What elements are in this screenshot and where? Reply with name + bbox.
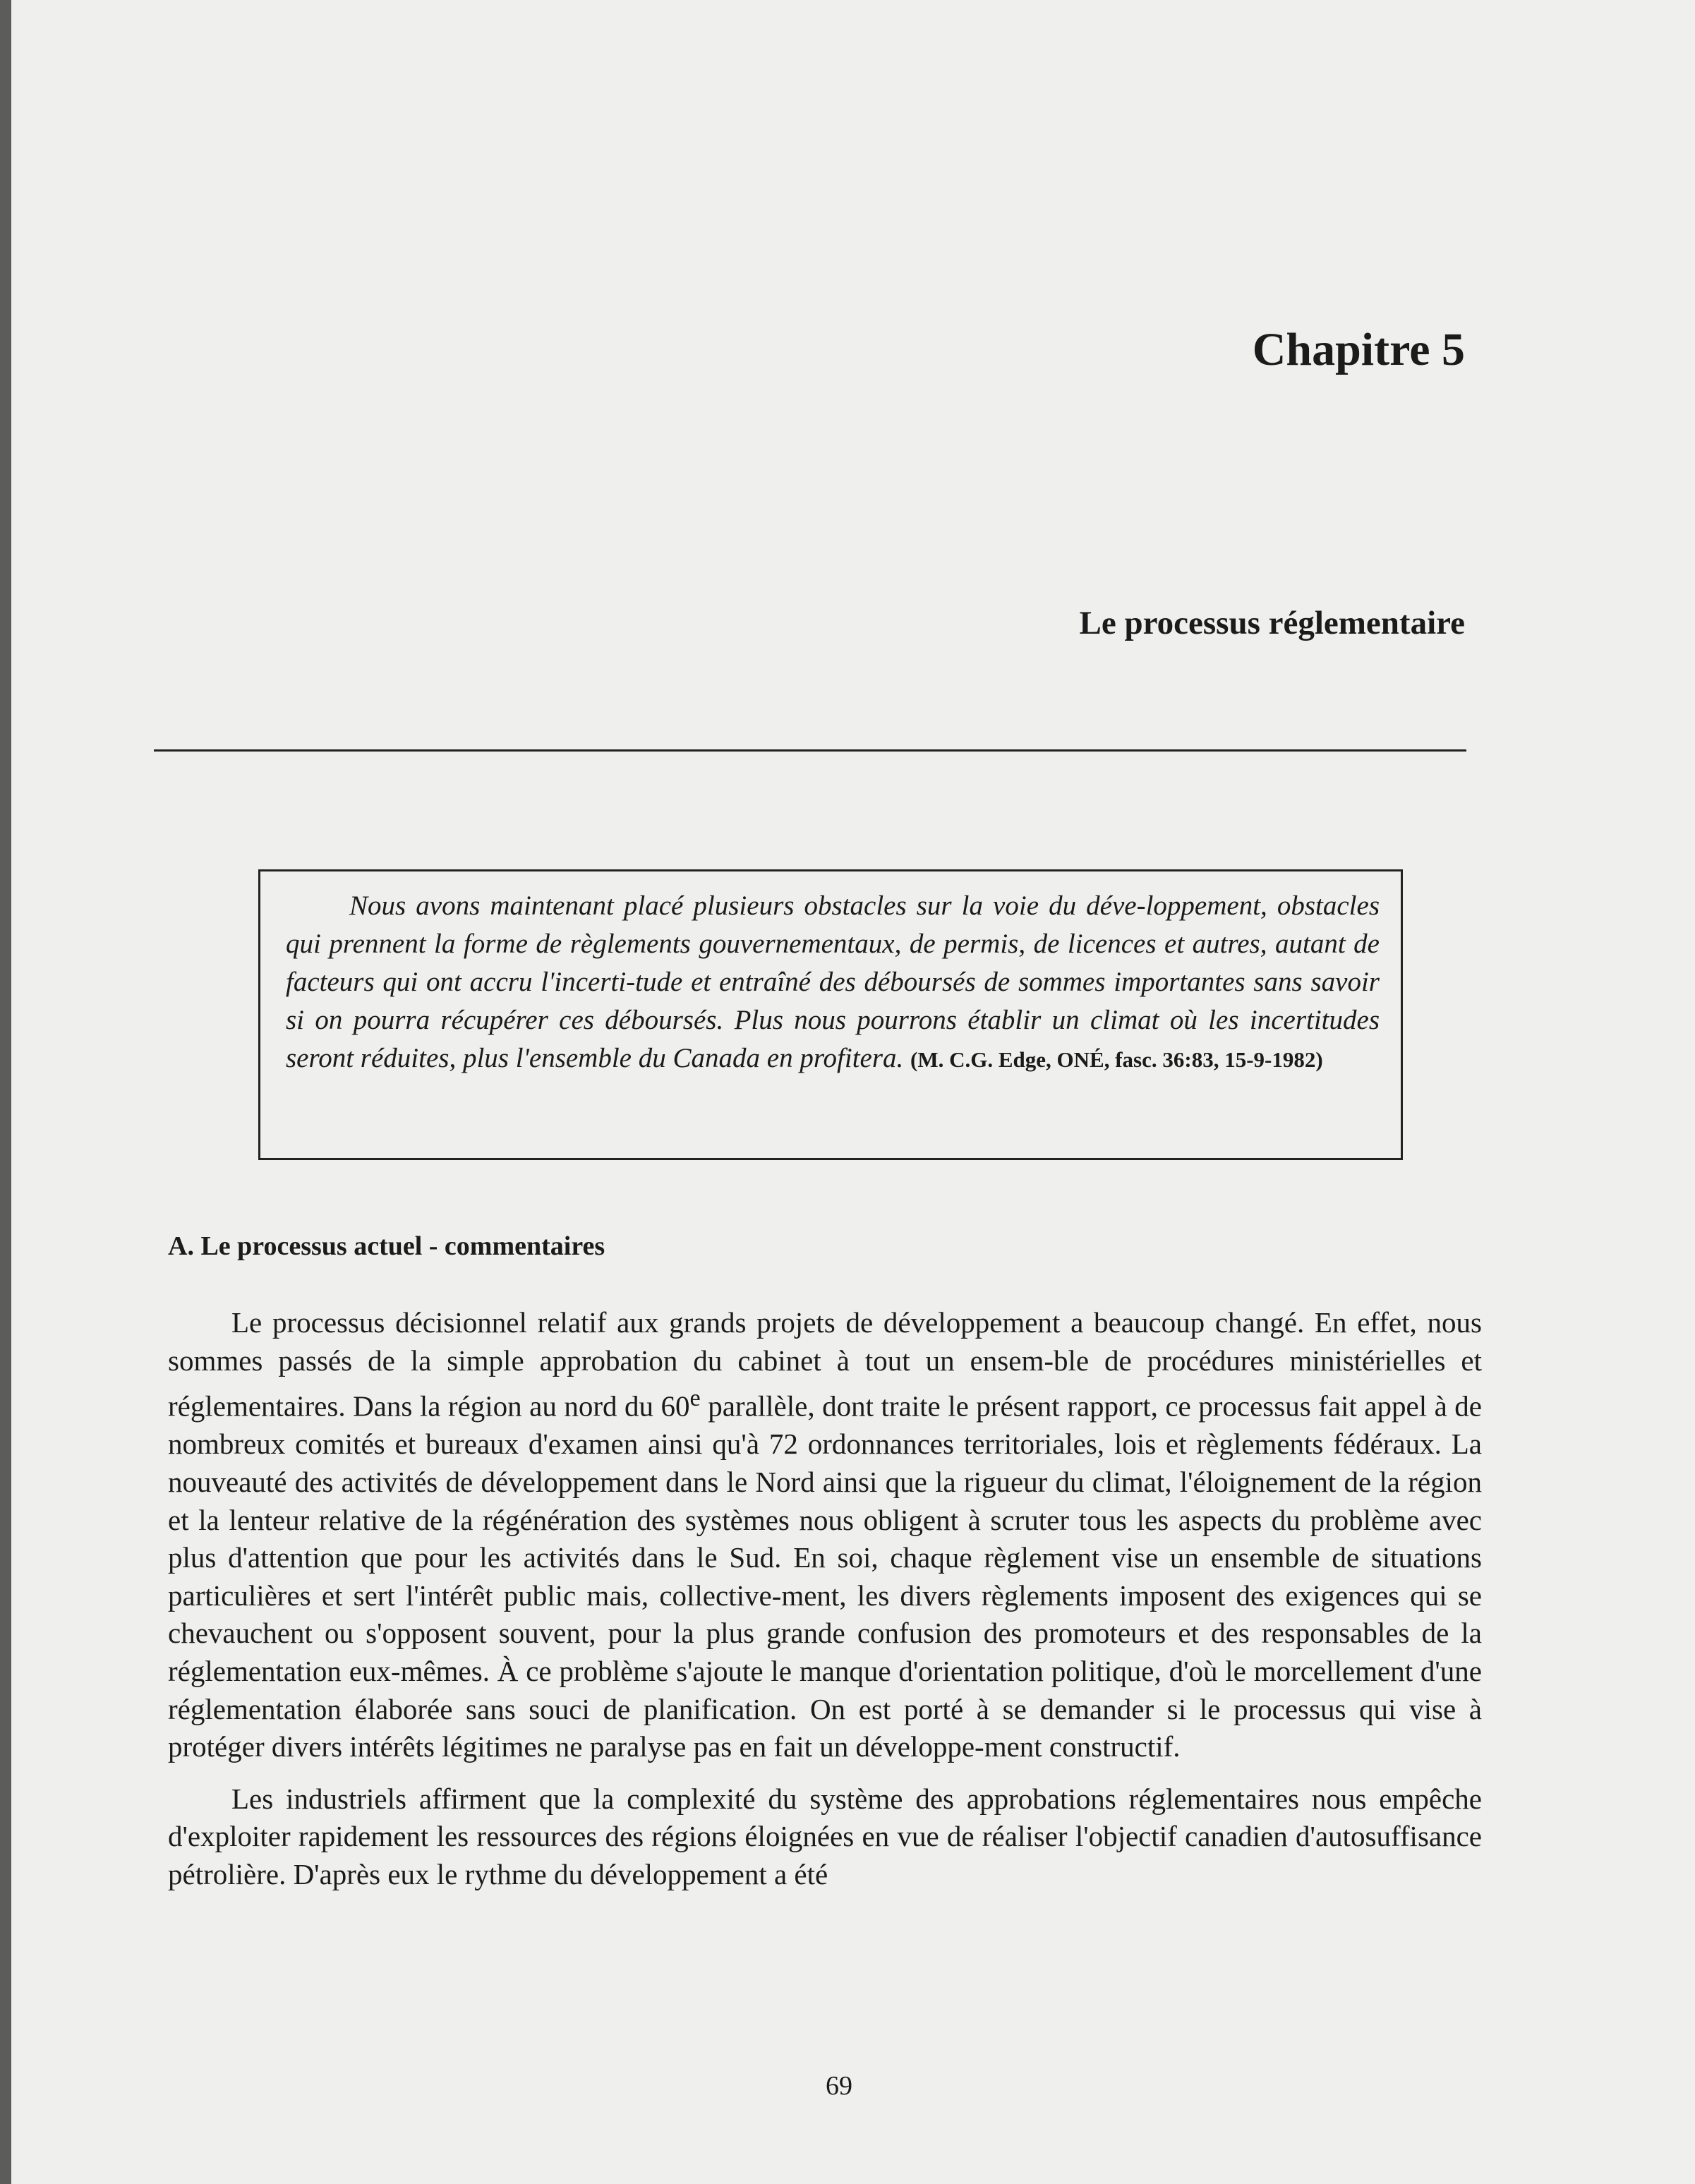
- quote-citation: (M. C.G. Edge, ONÉ, fasc. 36:83, 15-9-1982): [910, 1047, 1323, 1072]
- quote-text: Nous avons maintenant placé plusieurs obstacles sur la voie du déve-loppement, obstacles qui prennent la forme de règlements gouvernementaux, de permis, de licences et autres, autant de facteurs qui ont accru l'incerti-tude et entraîné des déboursés de sommes importantes sans savoir si on pourra récupérer ces déboursés. Plus nous pourrons établir un climat où les incertitudes seront réduites, plus l'ensemble du Canada en profitera.: [286, 891, 1380, 1073]
- paragraph-2: Les industriels affirment que la complexité du système des approbations réglementaires nous empêche d'exploiter rapidement les ressources des régions éloignées en vue de réaliser l'objectif canadien d'autosuffisance pétrolière. D'après eux le rythme du développement a été: [168, 1782, 1482, 1890]
- paragraph-1-end: parallèle, dont traite le présent rapport, ce processus fait appel à de nombreux comités et bureaux d'examen ainsi qu'à 72 ordonnances territoriales, lois et règlements fédéraux. La nouveauté des activités de développement dans le Nord ainsi que la rigueur du climat, l'éloignement de la région et la lenteur relative de la régénération des systèmes nous obligent à scruter tous les aspects du problème avec plus d'attention que pour les activités dans le Sud. En soi, chaque règlement vise un ensemble de situations particulières et sert l'intérêt public mais, collective-ment, les divers règlements imposent des exigences qui se chevauchent ou s'opposent souvent, pour la plus grande confusion des promoteurs et des responsables de la réglementation eux-mêmes. À ce problème s'ajoute le manque d'orientation politique, d'où le morcellement d'une réglementation élaborée sans souci de planification. On est porté à se demander si le processus qui vise à protéger divers intérêts légitimes ne paralyse pas en fait un développe-ment constructif.: [168, 1389, 1482, 1763]
- ordinal-superscript: e: [689, 1385, 701, 1412]
- epigraph-quote-box: [258, 869, 1403, 1160]
- page-number: 69: [826, 2071, 852, 2101]
- title-divider: [154, 749, 1466, 752]
- document-page: [11, 0, 1695, 2184]
- paragraph-1-start: Le processus décisionnel relatif aux grands projets de développement a beaucoup changé. En effet, nous sommes passés de la simple approbation du cabinet à tout un ensem-ble de procédures ministérielles et réglementaires. Dans la région au nord du 60: [168, 1306, 1482, 1423]
- body-text: [168, 1304, 1482, 1894]
- chapter-number: Chapitre 5: [1252, 324, 1465, 375]
- epigraph-quote: [286, 887, 1380, 1079]
- section-heading: A. Le processus actuel - commentaires: [168, 1231, 605, 1261]
- paragraph-1: [168, 1304, 1482, 1766]
- chapter-title: Le processus réglementaire: [1079, 605, 1465, 641]
- scan-binding-edge: [0, 0, 11, 2184]
